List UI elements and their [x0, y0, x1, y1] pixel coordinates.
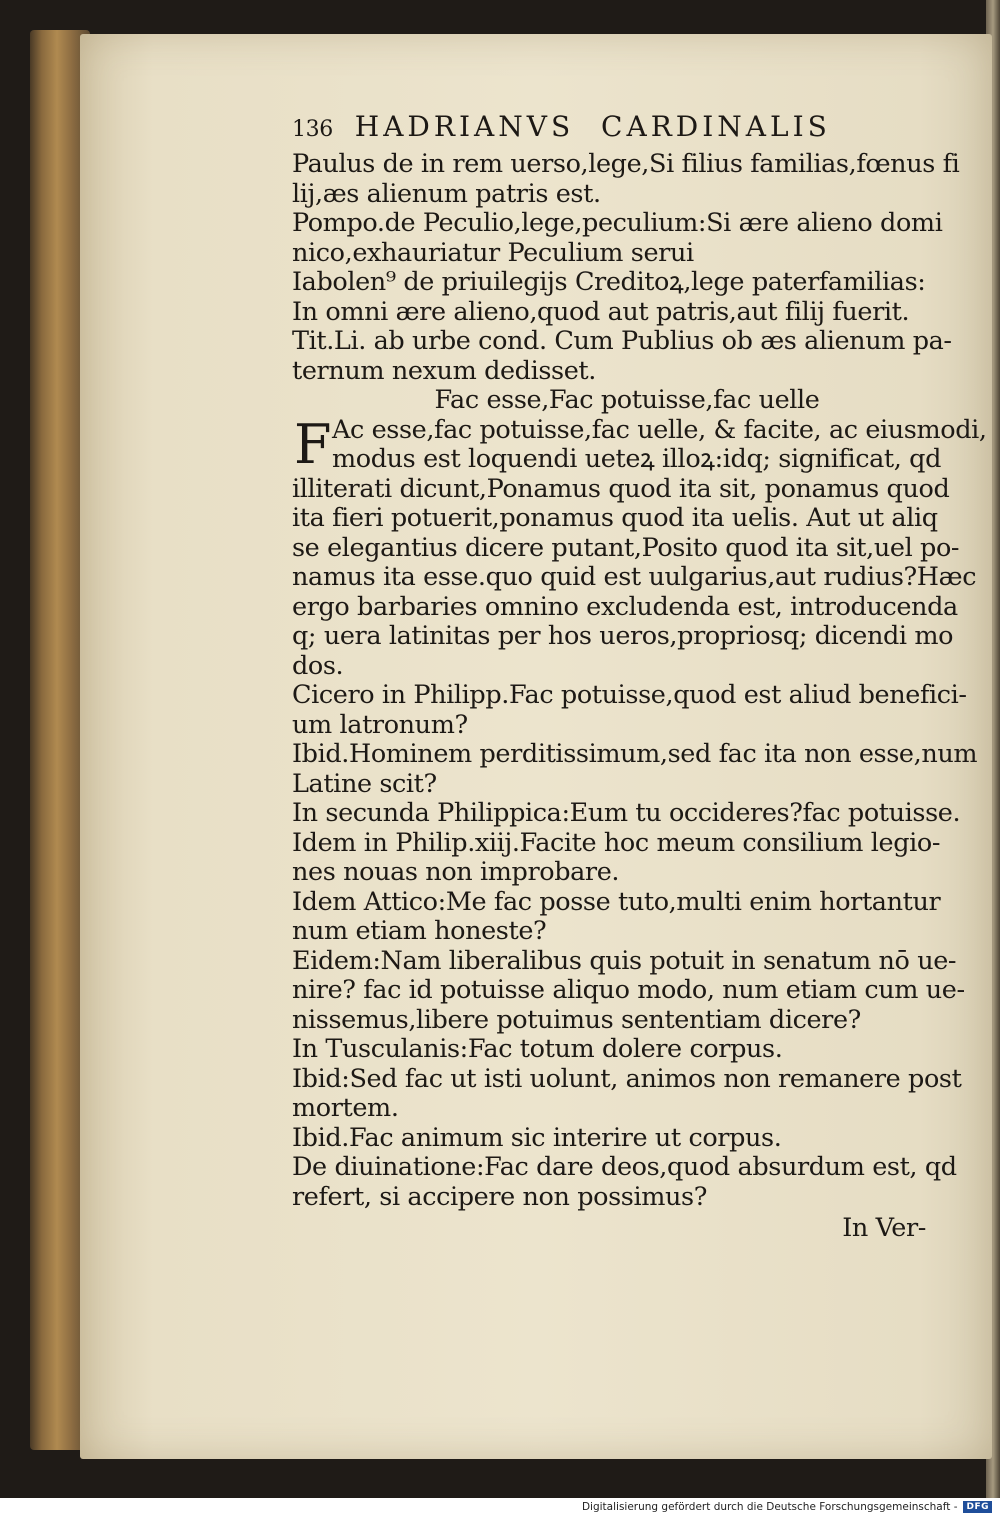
text-line: nes nouas non improbare. — [292, 857, 620, 887]
text-line: nissemus,libere potuimus sententiam dicere? — [292, 1004, 861, 1035]
text-line: Latine scit? — [292, 768, 437, 799]
text-line: num etiam honeste? — [292, 916, 547, 946]
text-line: ergo barbaries omnino excludenda est, introducenda — [292, 591, 958, 622]
first-line-text: Ac esse,fac potuisse,fac uelle, & facite, ac eiusmodi, — [332, 414, 987, 445]
text-line: Eidem:Nam liberalibus quis potuit in senatum nō ue- — [292, 945, 957, 976]
text-line: Cicero in Philipp.Fac potuisse,quod est aliud benefici- — [292, 680, 967, 710]
text-line: In omni ære alieno,quod aut patris,aut filij fuerit. — [292, 296, 910, 327]
text-line: se elegantius dicere putant,Posito quod ita sit,uel po- — [292, 532, 960, 563]
text-line: Tit.Li. ab urbe cond. Cum Publius ob æs alienum pa- — [292, 326, 952, 356]
text-line: Idem Attico:Me fac posse tuto,multi enim hortantur — [292, 886, 941, 917]
page-text-block — [292, 110, 987, 1244]
running-head — [292, 112, 932, 150]
drop-cap: F — [294, 412, 332, 476]
text-line: Ibid:Sed fac ut isti uolunt, animos non remanere post — [292, 1063, 962, 1094]
running-title: HADRIANVS CARDINALIS — [354, 110, 831, 143]
text-line: Ibid.Hominem perditissimum,sed fac ita non esse,num — [292, 739, 978, 769]
text-line: ita fieri potuerit,ponamus quod ita uelis. Aut ut aliq — [292, 503, 938, 533]
text-line: De diuinatione:Fac dare deos,quod absurdum est, qd — [292, 1152, 957, 1182]
page-number: 136 — [292, 117, 333, 142]
text-line: Iabolen⁹ de priuilegijs Creditoꝝ,lege paterfamilias: — [292, 267, 926, 297]
lines-after-heading — [292, 473, 978, 1213]
text-line: namus ita esse.quo quid est uulgarius,aut rudius?Hæc — [292, 562, 977, 592]
second-paragraph-line: modus est loquendi ueteꝝ illoꝝ:idq; significat, qd — [332, 444, 942, 474]
text-line: In Tusculanis:Fac totum dolere corpus. — [292, 1034, 783, 1064]
text-line: lij,æs alienum patris est. — [292, 178, 601, 209]
text-line: um latronum? — [292, 709, 468, 740]
text-line: ternum nexum dedisset. — [292, 355, 596, 386]
text-line: In secunda Philippica:Eum tu occideres?fac potuisse. — [292, 798, 961, 828]
text-line: nico,exhauriatur Peculium serui — [292, 237, 694, 268]
text-line: Paulus de in rem uerso,lege,Si filius familias,fœnus fi — [292, 149, 960, 179]
section-heading: Fac esse,Fac potuisse,fac uelle — [434, 385, 820, 415]
text-line: q; uera latinitas per hos ueros,propriosq; dicendi mo — [292, 621, 954, 651]
text-line: nire? fac id potuisse aliquo modo, num etiam cum ue- — [292, 975, 965, 1005]
text-line: illiterati dicunt,Ponamus quod ita sit, ponamus quod — [292, 473, 950, 504]
digitization-footer — [0, 1498, 1000, 1516]
text-line: Idem in Philip.xiij.Facite hoc meum consilium legio- — [292, 827, 941, 858]
dfg-logo: DFG — [963, 1501, 992, 1513]
lines-before-heading — [292, 149, 960, 386]
catchword: In Ver- — [842, 1213, 926, 1243]
text-line: refert, si accipere non possimus? — [292, 1181, 707, 1212]
text-line: Pompo.de Peculio,lege,peculium:Si ære alieno domi — [292, 208, 943, 238]
text-line: Ibid.Fac animum sic interire ut corpus. — [292, 1122, 782, 1153]
text-line: dos. — [292, 650, 344, 681]
funding-credit: Digitalisierung gefördert durch die Deutsche Forschungsgemeinschaft - — [581, 1501, 958, 1513]
text-line: mortem. — [292, 1093, 399, 1123]
